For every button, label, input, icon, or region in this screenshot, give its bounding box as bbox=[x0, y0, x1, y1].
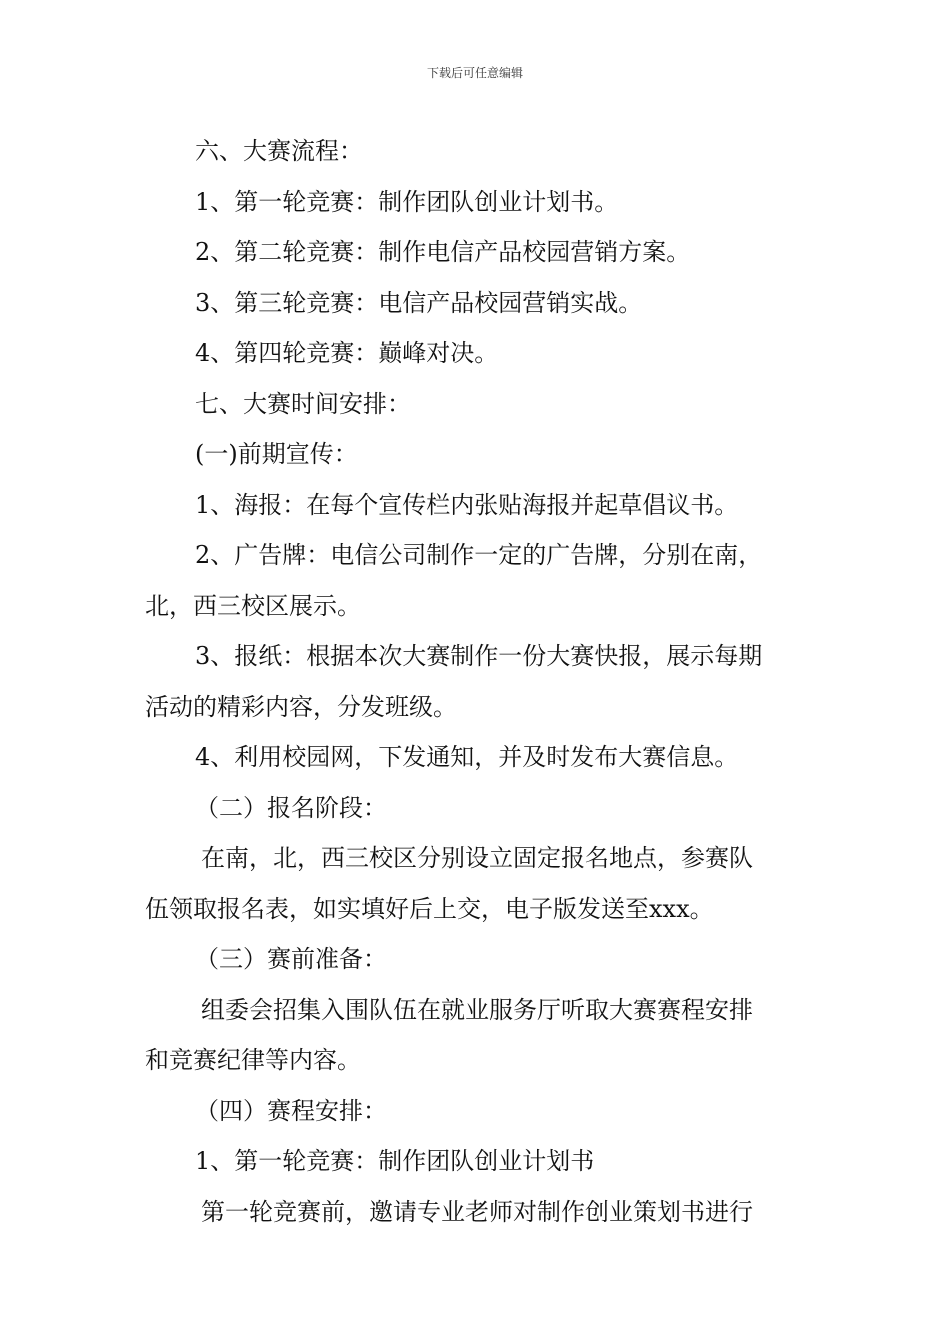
text-line: 1、海报：在每个宣传栏内张贴海报并起草倡议书。 bbox=[195, 490, 739, 519]
text-line: （二）报名阶段： bbox=[195, 793, 387, 822]
text-line: 3、第三轮竞赛：电信产品校园营销实战。 bbox=[195, 288, 643, 317]
text-line: 4、利用校园网，下发通知，并及时发布大赛信息。 bbox=[195, 743, 739, 771]
text-line: 组委会招集入围队伍在就业服务厅听取大赛赛程安排 bbox=[201, 995, 753, 1024]
text-line: 2、广告牌：电信公司制作一定的广告牌，分别在南， bbox=[195, 541, 763, 569]
text-line: 伍领取报名表，如实填好后上交，电子版发送至xxx。 bbox=[145, 894, 714, 923]
text-line: 活动的精彩内容，分发班级。 bbox=[145, 692, 457, 721]
text-line: （四）赛程安排： bbox=[195, 1096, 387, 1125]
text-line: 4、第四轮竞赛：巅峰对决。 bbox=[195, 339, 499, 367]
text-line: 第一轮竞赛前，邀请专业老师对制作创业策划书进行 bbox=[201, 1197, 753, 1226]
text-line: 六、大赛流程： bbox=[195, 137, 363, 165]
text-line: 2、第二轮竞赛：制作电信产品校园营销方案。 bbox=[195, 238, 691, 266]
text-line: 3、报纸：根据本次大赛制作一份大赛快报，展示每期 bbox=[195, 642, 763, 670]
document-body bbox=[145, 126, 815, 1237]
text-line: 在南，北，西三校区分别设立固定报名地点，参赛队 bbox=[201, 844, 753, 872]
text-line: 1、第一轮竞赛：制作团队创业计划书。 bbox=[195, 187, 619, 216]
text-line: 北，西三校区展示。 bbox=[145, 591, 361, 620]
text-line: 1、第一轮竞赛：制作团队创业计划书 bbox=[195, 1147, 595, 1175]
text-line: （三）赛前准备： bbox=[195, 945, 387, 973]
page-header: 下载后可任意编辑 bbox=[426, 66, 523, 80]
text-line: 和竞赛纪律等内容。 bbox=[145, 1046, 361, 1074]
text-line: (一)前期宣传： bbox=[195, 440, 358, 468]
text-line: 七、大赛时间安排： bbox=[195, 389, 411, 418]
